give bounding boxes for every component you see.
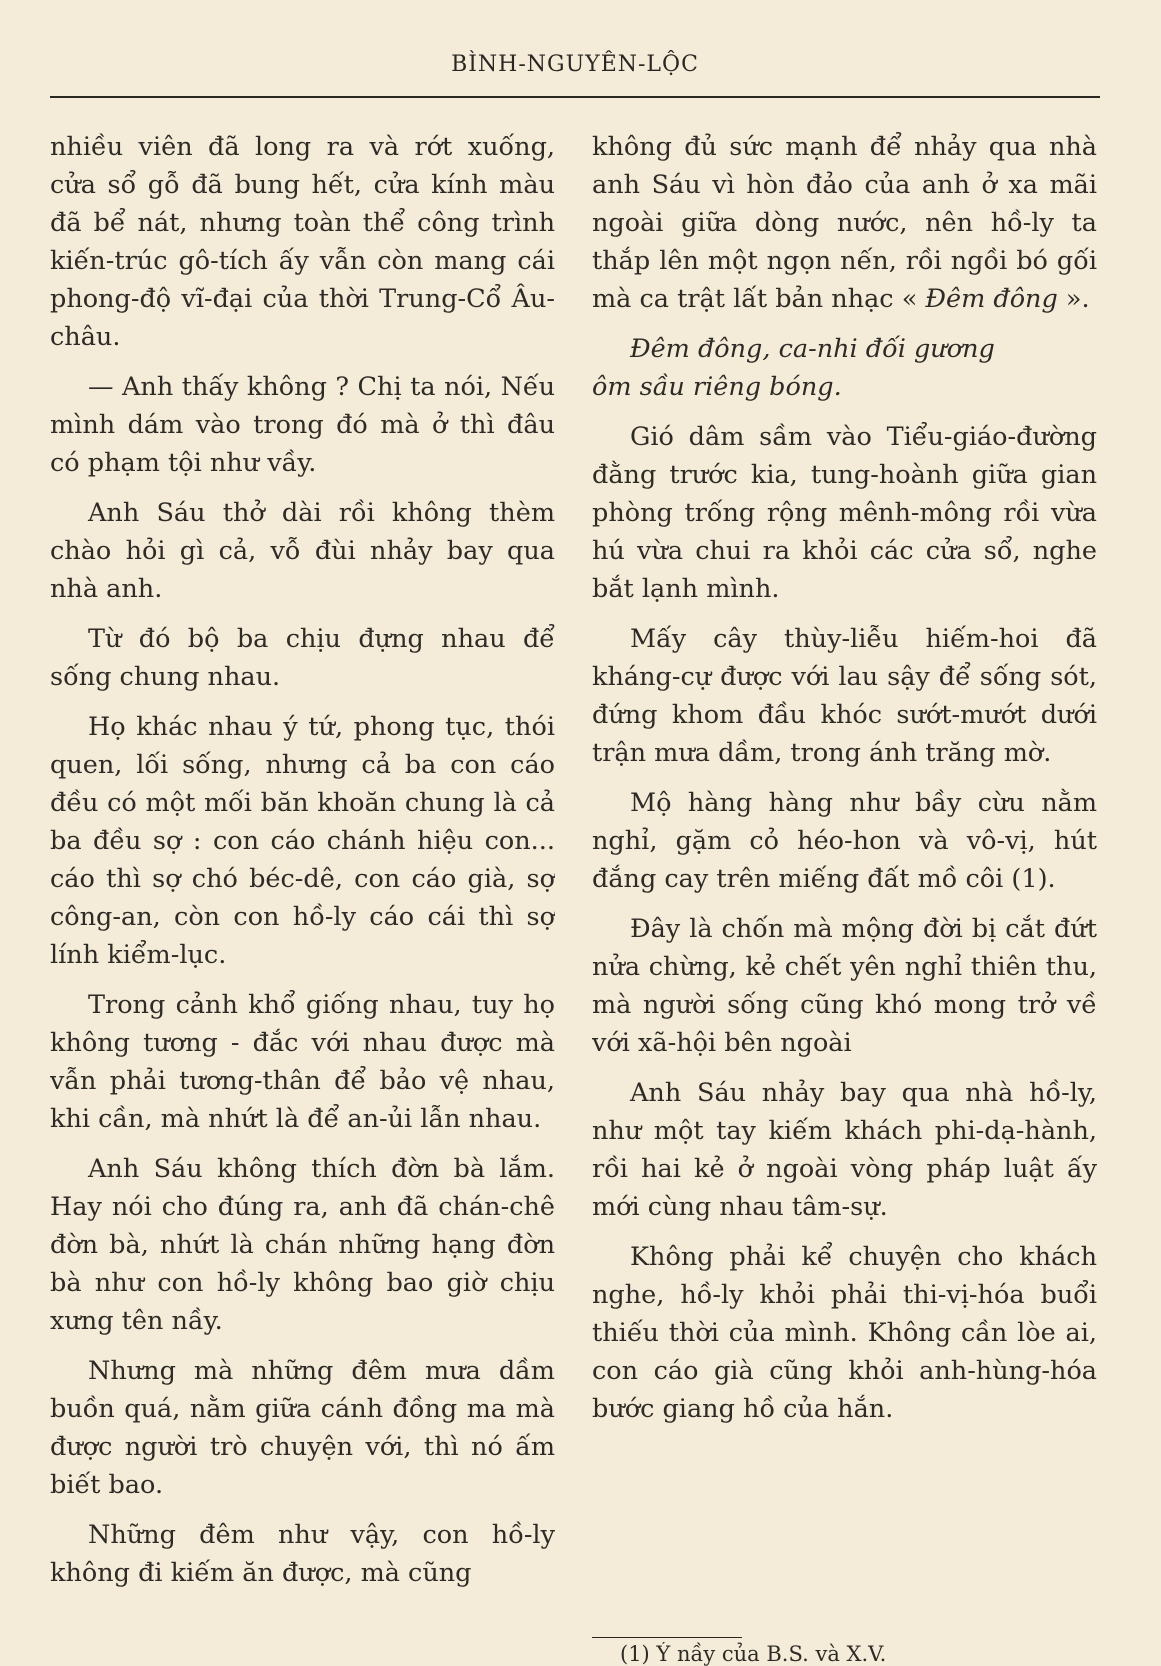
paragraph: Những đêm như vậy, con hồ-ly không đi kiếm ăn được, mà cũng <box>50 1520 555 1588</box>
paragraph: Gió dâm sầm vào Tiểu-giáo-đường đằng trước kia, tung-hoành giữa gian phòng trống rộng mênh-mông rồi vừa hú vừa chui ra khỏi các cửa sổ, nghe bắt lạnh mình. <box>592 422 1097 604</box>
paragraph: Từ đó bộ ba chịu đựng nhau để sống chung nhau. <box>50 624 555 692</box>
paragraph: Không phải kể chuyện cho khách nghe, hồ-ly khỏi phải thi-vị-hóa buổi thiếu thời của mình. Không cần lòe ai, con cáo già cũng khỏi anh-hùng-hóa bước giang hồ của hắn. <box>592 1242 1097 1424</box>
footnote: (1) Ý nầy của B.S. và X.V. <box>620 1642 887 1666</box>
running-header: BÌNH-NGUYÊN-LỘC <box>451 52 699 77</box>
footnote-rule <box>592 1637 742 1638</box>
paragraph: Nhưng mà những đêm mưa dầm buồn quá, nằm giữa cánh đồng ma mà được người trò chuyện với, thì nó ấm biết bao. <box>50 1356 555 1500</box>
paragraph: Anh Sáu thở dài rồi không thèm chào hỏi gì cả, vỗ đùi nhảy bay qua nhà anh. <box>50 498 555 604</box>
poem-quote <box>592 330 1097 406</box>
paragraph: nhiều viên đã long ra và rớt xuống, cửa sổ gỗ đã bung hết, cửa kính màu đã bể nát, nhưng toàn thể công trình kiến-trúc gô-tích ấy vẫn còn mang cái phong-độ vĩ-đại của thời Trung-Cổ Âu-châu. <box>50 132 555 352</box>
paragraph: — Anh thấy không ? Chị ta nói, Nếu mình dám vào trong đó mà ở thì đâu có phạm tội như vầy. <box>50 372 555 478</box>
poem-line: Đêm đông, ca-nhi đối gương <box>630 334 995 364</box>
paragraph: Anh Sáu không thích đờn bà lắm. Hay nói cho đúng ra, anh đã chán-chê đờn bà, nhứt là chán những hạng đờn bà như con hồ-ly không bao giờ chịu xưng tên nầy. <box>50 1154 555 1336</box>
right-column <box>592 128 1097 1664</box>
left-column <box>50 128 555 1664</box>
paragraph: Đây là chốn mà mộng đời bị cắt đứt nửa chừng, kẻ chết yên nghỉ thiên thu, mà người sống cũng khó mong trở về với xã-hội bên ngoài <box>592 914 1097 1058</box>
paragraph <box>592 128 1097 318</box>
paragraph: Mộ hàng hàng như bầy cừu nằm nghỉ, gặm cỏ héo-hon và vô-vị, hút đắng cay trên miếng đất mồ côi (1). <box>592 788 1097 894</box>
paragraph-text: ». <box>1057 284 1090 314</box>
paragraph: Anh Sáu nhảy bay qua nhà hồ-ly, như một tay kiếm khách phi-dạ-hành, rồi hai kẻ ở ngoài vòng pháp luật ấy mới cùng nhau tâm-sự. <box>592 1078 1097 1222</box>
paragraph: Mấy cây thùy-liễu hiếm-hoi đã kháng-cự được với lau sậy để sống sót, đứng khom đầu khóc sướt-mướt dưới trận mưa dầm, trong ánh trăng mờ. <box>592 624 1097 768</box>
paragraph-text: không đủ sức mạnh để nhảy qua nhà anh Sáu vì hòn đảo của anh ở xa mãi ngoài giữa dòng nước, nên hồ-ly ta thắp lên một ngọn nến, rồi ngồi bó gối mà ca trật lất bản nhạc « <box>592 132 1097 314</box>
song-title: Đêm đông <box>925 284 1058 314</box>
header-rule <box>50 96 1100 98</box>
poem-line: ôm sầu riêng bóng. <box>592 372 842 402</box>
paragraph: Họ khác nhau ý tứ, phong tục, thói quen, lối sống, nhưng cả ba con cáo đều có một mối băn khoăn chung là cả ba đều sợ : con cáo chánh hiệu con... cáo thì sợ chó béc-dê, con cáo già, sợ công-an, còn con hồ-ly cáo cái thì sợ lính kiểm-lục. <box>50 712 555 970</box>
paragraph: Trong cảnh khổ giống nhau, tuy họ không tương - đắc với nhau được mà vẫn phải tương-thân để bảo vệ nhau, khi cần, mà nhứt là để an-ủi lẫn nhau. <box>50 990 555 1134</box>
